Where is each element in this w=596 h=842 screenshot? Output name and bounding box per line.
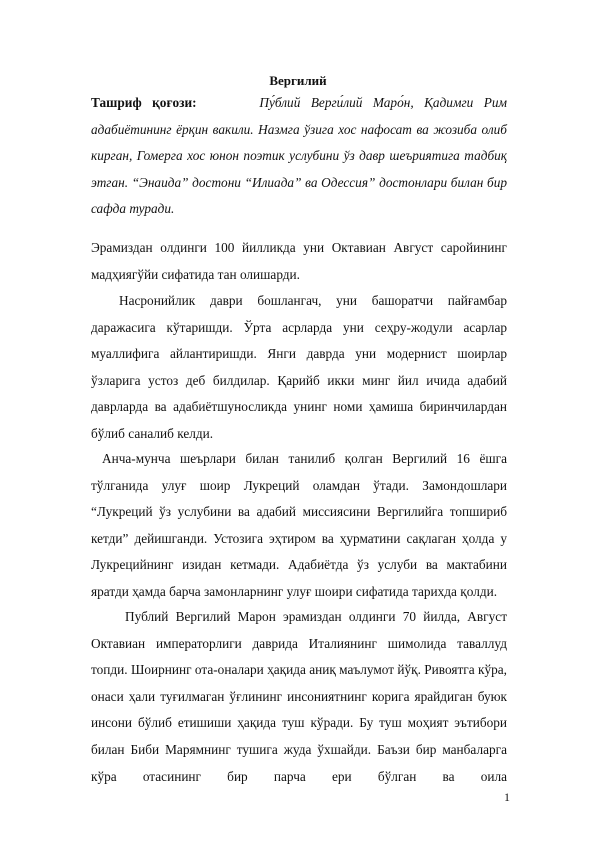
paragraph-2: Насронийлик даври бошлангач, уни башоратчи пайғамбар даражасига кўтаришди. Ўрта асрларда уни сеҳру-жодули асарлар муаллифига айлантиришди. Янги даврда уни модернист шоирлар ўзларига устоз деб билдилар. Қарийб икки минг йил ичида адабий даврларда ва адабиётшуносликда унинг номи ҳамиша биринчилардан бўлиб саналиб келди. bbox=[91, 293, 507, 441]
intro-label: Ташриф қоғози: bbox=[91, 95, 197, 110]
paragraph-4: Публий Вергилий Марон эрамиздан олдинги 70 йилда, Август Октавиан императорлиги даврида Италиянинг шимолида таваллуд топди. Шоирнинг ота-оналари ҳақида аниқ маълумот йўқ. Ривоятга кўра, онаси ҳали туғилмаган ўғлининг инсониятнинг корига ярайдиган буюк инсони бўлиб етишиши ҳақида туш кўради. Бу туш моҳият эътибори билан Биби Марямнинг тушига жуда ўхшайди. Баъзи бир манбаларга кўра отасининг бир парча ери бўлган ва оила bbox=[91, 609, 507, 784]
paragraph-3: Анча-мунча шеърлари билан танилиб қолган Вергилий 16 ёшга тўлганида улуғ шоир Лукреций оламдан ўтади. Замондошлари “Лукреций ўз услубини ва адабий миссиясини Вергилийга топшириб кетди” дейишганди. Устозига эҳтиром ва ҳурматини сақлаган ҳолда у Лукрецийнинг изидан кетмади. Адабиётда ўз услуби ва мактабини яратди ҳамда барча замонларнинг улуғ шоири сифатида тарихда қолди. bbox=[91, 451, 507, 599]
page-number: 1 bbox=[504, 790, 510, 804]
document-title: Вергилий bbox=[269, 73, 327, 88]
paragraph-1: Эрамиздан олдинги 100 йилликда уни Октавиан Август саройининг мадҳиягўйи сифатида тан олишарди. bbox=[91, 240, 507, 282]
intro-block bbox=[91, 90, 507, 223]
intro-text: Пу́блий Верги́лий Маро́н, Қадимги Рим адабиётининг ёрқин вакили. Назмга ўзига хос нафосат ва жозиба олиб кирган, Гомерга хос юнон поэтик услубини ўз давр шеъриятига тадбиқ этган. “Энаида” достони “Илиада” ва Одессия” достонлари билан бир сафда туради. bbox=[91, 95, 508, 217]
